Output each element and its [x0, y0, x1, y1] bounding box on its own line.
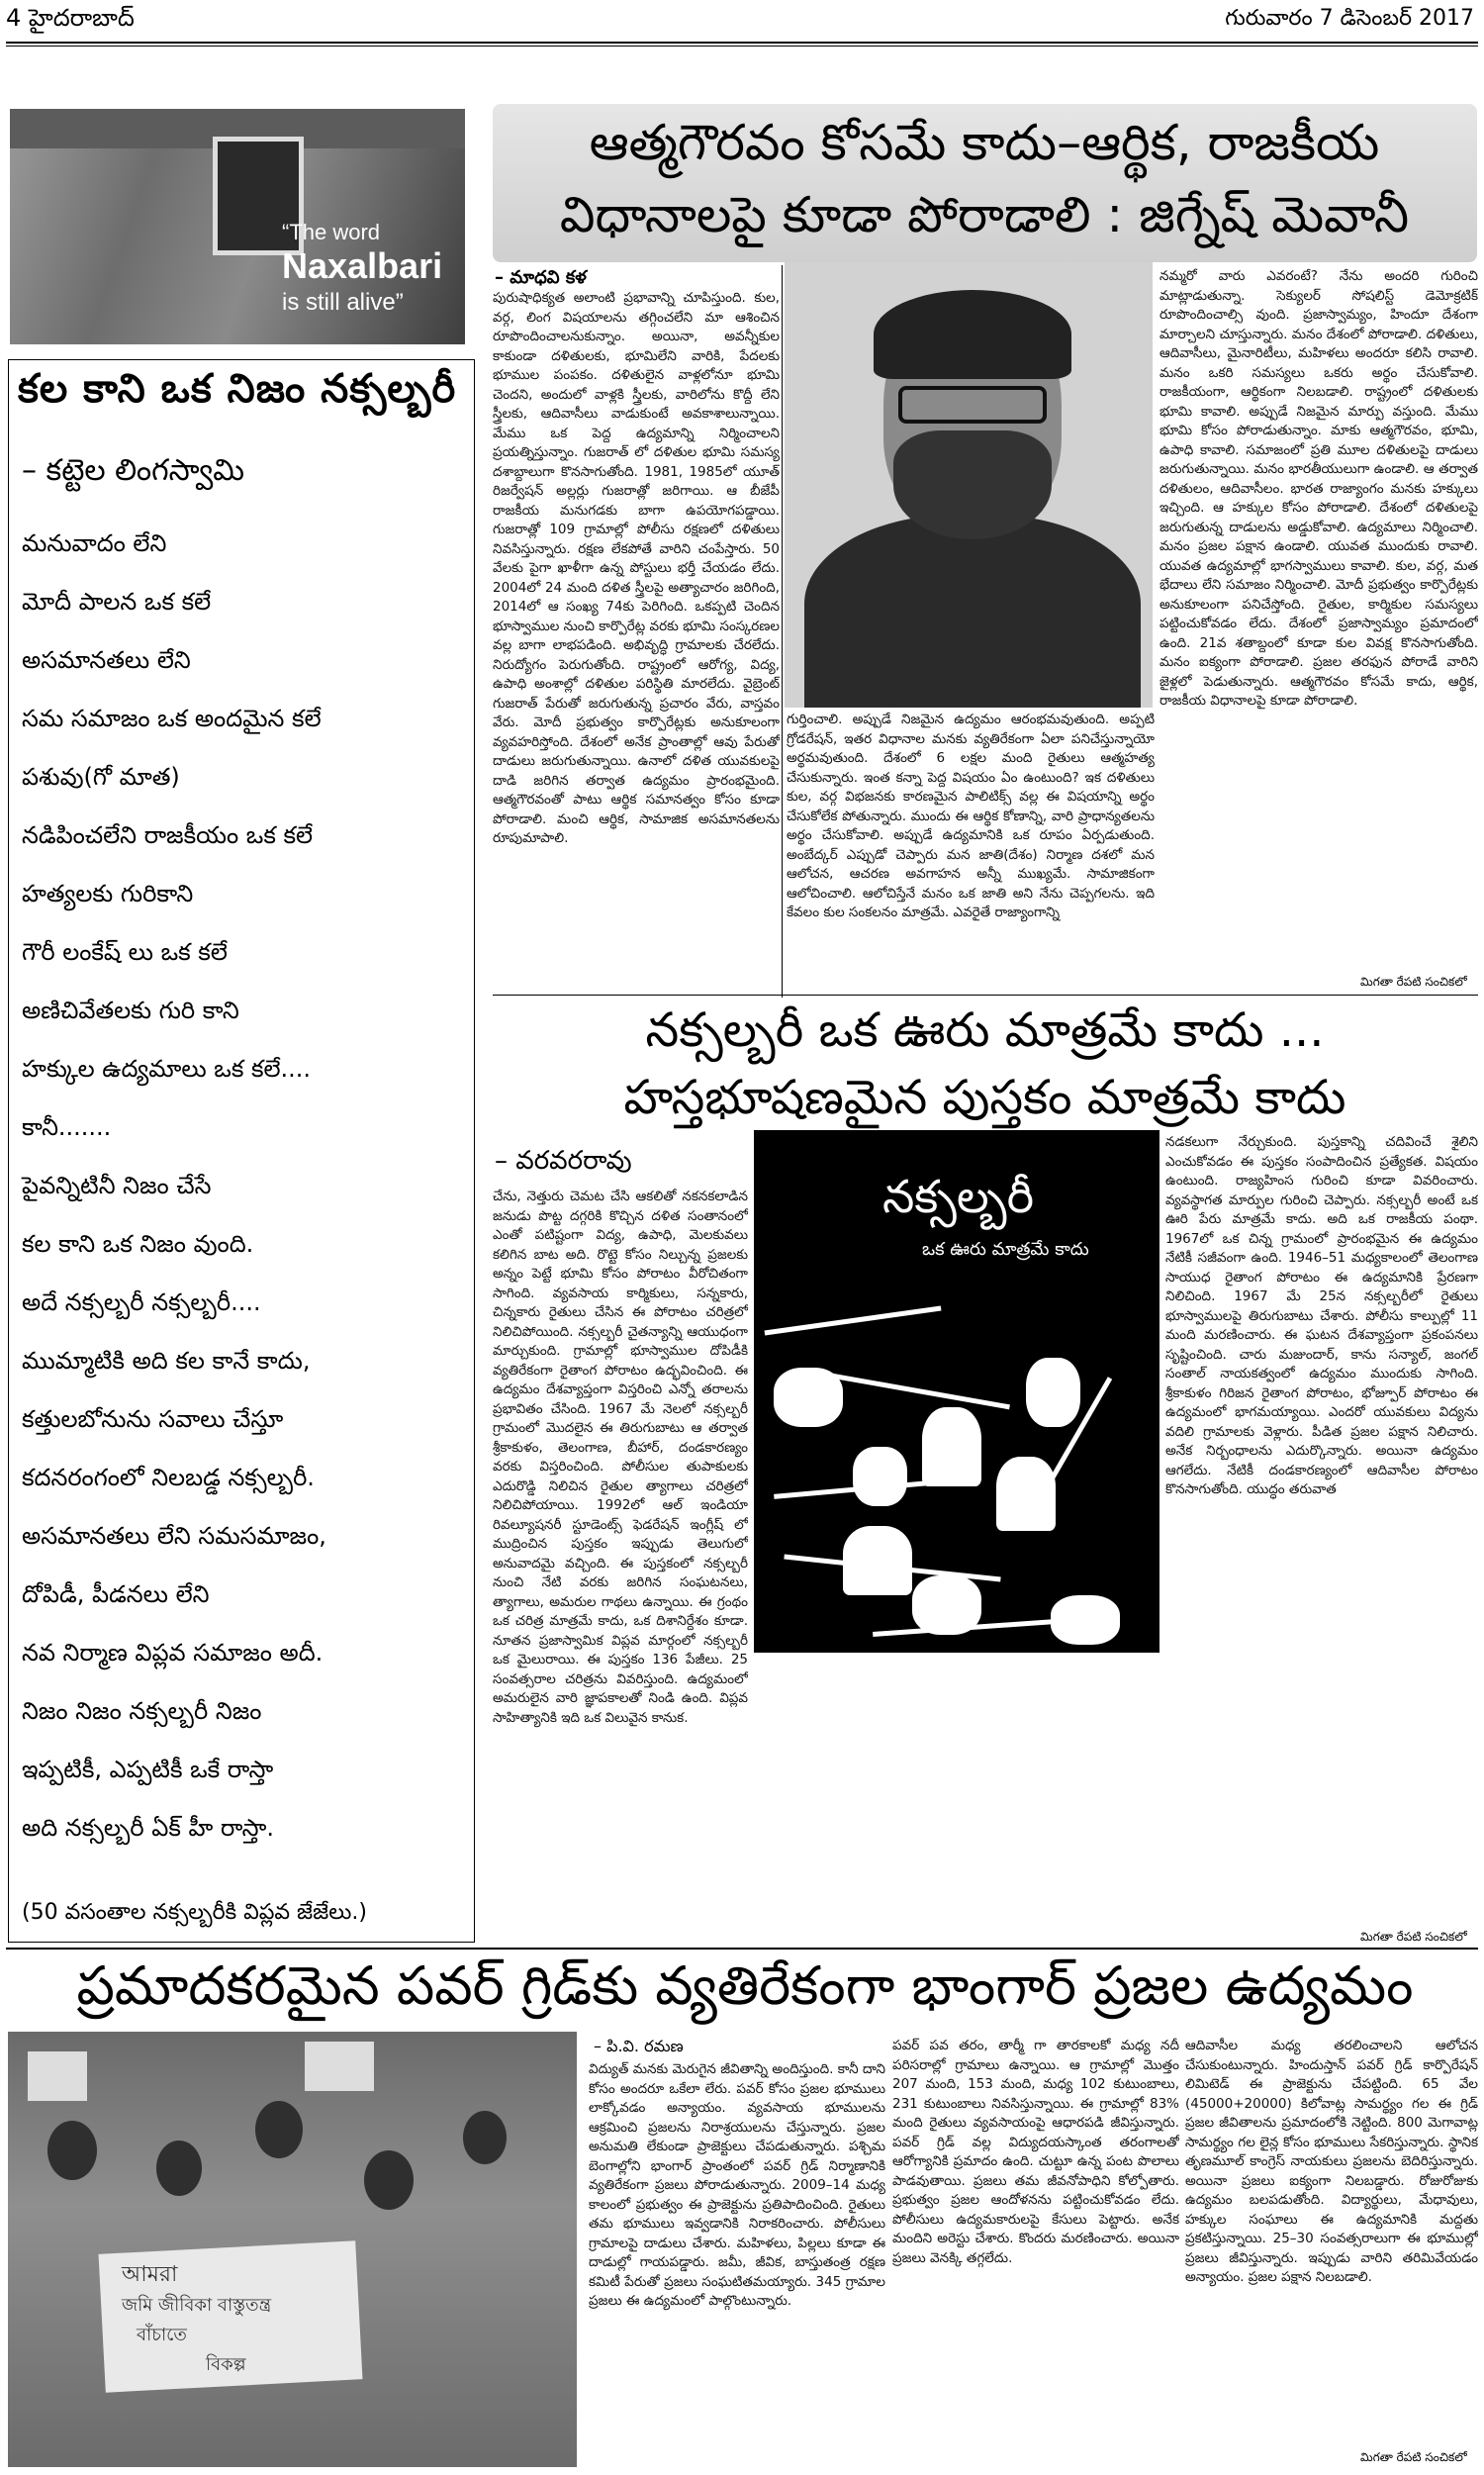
- article3-byline: – పి.వి. రమణ: [594, 2037, 684, 2055]
- book-figure: [922, 1407, 981, 1486]
- rally-protest-photo: [8, 2032, 577, 2467]
- book-subtitle: ఒక ఊరు మాత్రమే కాదు: [922, 1239, 1089, 1260]
- jignesh-mevani-photo: [785, 262, 1153, 708]
- poem-line: అదే నక్సల్బరీ నక్సల్బరీ....: [22, 1288, 261, 1316]
- poem-line: నిజం నిజం నక్సల్బరీ నిజం: [22, 1697, 262, 1725]
- article1-headline-line2: విధానాలపై కూడా పోరాడాలి : జిగ్నేష్ మెవానీ: [559, 186, 1410, 243]
- article2-column-1: చేను, నెత్తురు చెమట చేసి ఆకలితో నకనకలాడిన జనుడు పొట్ట దగ్గరికి కొచ్చిన దళిత సంతానంలో ఎంతో పటిష్టంగా విద్య, ఉపాధి, మెలకువలు కలిగిన బాట అది. రొట్టె కోసం నిల్చున్న ప్రజలకు అన్నం పెట్టే భూమి కోసం పోరాటం వీరోచితంగా సాగింది. వ్యవసాయ కార్మికులు, సన్నకారు, చిన్నకారు రైతులు చేసిన ఈ పోరాటం చరిత్రలో నిలిచిపోయింది. నక్సల్బరీ చైతన్యాన్ని ఆయుధంగా మార్చుకుంది. గ్రామాల్లో భూస్వాముల దోపిడీకి వ్యతిరేకంగా రైతాంగ పోరాటం ఉద్భవించింది. ఈ ఉద్యమం దేశవ్యాప్తంగా విస్తరించి ఎన్నో తరాలను ప్రభావితం చేసింది. 1967 మే నెలలో నక్సల్బరీ గ్రామంలో మొదలైన ఈ తిరుగుబాటు ఆ తర్వాత శ్రీకాకుళం, తెలంగాణ, బీహార్, దండకారణ్యం వరకు విస్తరించింది. పోలీసుల తుపాకులకు ఎదురొడ్డి నిలిచిన రైతుల త్యాగాలు చరిత్రలో నిలిచిపోయాయి. 1992లో ఆల్ ఇండియా రివల్యూషనరీ స్టూడెంట్స్ ఫెడరేషన్ ఇంగ్లీష్ లో ముద్రించిన పుస్తకం ఇప్పుడు తెలుగులో అనువాదమై వచ్చింది. ఈ పుస్తకంలో నక్సల్బరీ నుంచి నేటి వరకు జరిగిన సంఘటనలు, త్యాగాలు, అమరుల గాథలు ఉన్నాయి. ఈ గ్రంథం ఒక చరిత్ర మాత్రమే కాదు, ఒక దిశానిర్దేశం కూడా. నూతన ప్రజాస్వామిక విప్లవ మార్గంలో నక్సల్బరీ ఒక మైలురాయి. ఈ పుస్తకం 136 పేజీలు. 25 సంవత్సరాల చరిత్రను వివరిస్తుంది. ఉద్యమంలో అమరులైన వారి జ్ఞాపకాలతో నిండి ఉంది. విప్లవ సాహిత్యానికి ఇది ఒక విలువైన కానుక.: [493, 1189, 748, 1726]
- photo-shape: [47, 2121, 97, 2180]
- photo-shape: [156, 2141, 202, 2196]
- poem-line: కానీ.......: [22, 1113, 112, 1141]
- poem-note: (50 వసంతాల నక్సల్బరీకి విప్లవ జేజేలు.): [22, 1900, 367, 1925]
- article3-headline: ప్రమాదకరమైన పవర్ గ్రిడ్‌కు వ్యతిరేకంగా భాంగార్ ప్రజల ఉద్యమం: [76, 1954, 1414, 2017]
- section-divider: [493, 995, 1478, 996]
- article1-byline: – మాధవి కళ: [495, 267, 587, 288]
- poem-line: కత్తులబోనును సవాలు చేస్తూ: [22, 1405, 284, 1433]
- article3-column-3: ఆదివాసీల మధ్య తరలించాలని ఆలోచన చేసుకుంటున్నారు. హిందుస్తాన్ పవర్ గ్రిడ్ కార్పొరేషన్ లిమిటెడ్ ఈ ప్రాజెక్టును చేపట్టింది. 65 వేల (45000+20000) కిలోవాట్ల సామర్థ్యం గల ఈ గ్రిడ్ ప్రజల జీవితాలను ప్రమాదంలోకి నెట్టింది. 800 మెగావాట్ల సామర్థ్యం గల లైన్ల కోసం భూములు సేకరిస్తున్నారు. స్థానిక తృణమూల్ కాంగ్రెస్ నాయకులు ప్రజలను బెదిరిస్తున్నారు. అయినా ప్రజలు ఐక్యంగా నిలబడ్డారు. రోజురోజుకు ఉద్యమం బలపడుతోంది. విద్యార్థులు, మేధావులు, హక్కుల సంఘాలు ఈ ఉద్యమానికి మద్దతు ప్రకటిస్తున్నాయి. 25–30 సంవత్సరాలుగా ఈ భూముల్లో ప్రజలు జీవిస్తున్నారు. ఇప్పుడు వారిని తరిమివేయడం అన్యాయం. ప్రజల పక్షాన నిలబడాలి.: [1185, 2038, 1478, 2285]
- article1-column-1: పురుషాధిక్యత అలాంటి ప్రభావాన్ని చూపిస్తుంది. కుల, వర్గ, లింగ విషయాలను తగ్గించలేని మా ఆశించిన రూపొందించాలనుకున్నాం. అయినా, అవన్నీకుల కాకుండా దళితులకు, భూమిలేని వారికి, పేదలకు భూముల పంపకం. దళితులైన వాళ్లలోనూ భూమి చెందని, అందులో వాళ్లకి స్త్రీలకు, వారిలోను కొద్దీ లేని స్త్రీలకు, ఆదివాసీలు వాడుకుంటే అవకాశాలున్నాయి. మేము ఒక పెద్ద ఉద్యమాన్ని నిర్మించాలని ప్రయత్నిస్తున్నాం. గుజరాత్ లో దళితుల భూమి సమస్య దశాబ్దాలుగా కొనసాగుతోంది. 1981, 1985లో యూత్ రిజర్వేషన్ అల్లర్లు గుజరాత్లో జరిగాయి. ఆ బీజేపీ రాజకీయ మనుగడకు బాగా ఉపయోగపడ్డాయి. గుజరాత్లో 109 గ్రామాల్లో పోలీసు రక్షణలో దళితులు నివసిస్తున్నారు. రక్షణ లేకపోతే వారిని చంపేస్తారు. 50 వేలకు పైగా ఖాళీగా ఉన్న పోస్టులు భర్తీ చేయడం లేదు. 2004లో 24 మంది దళిత స్త్రీలపై అత్యాచారం జరిగింది, 2014లో ఆ సంఖ్య 74కు పెరిగింది. ఒకప్పటి చెందిన భూస్వాముల నుంచి కార్పొరేట్ల వరకు భూమి సంస్కరణల వల్ల బాగా లాభపడింది. అభివృద్ధి గ్రామాలకు చేరలేదు. నిరుద్యోగం పెరుగుతోంది. రాష్ట్రంలో ఆరోగ్య, విద్య, ఉపాధి అంశాల్లో దళితుల పరిస్థితి మారలేదు. వైబ్రెంట్ గుజరాత్ పేరుతో జరుగుతున్న ప్రచారం వేరు, వాస్తవం వేరు. మోదీ ప్రభుత్వం కార్పొరేట్లకు అనుకూలంగా వ్యవహరిస్తోంది. దేశంలో అనేక ప్రాంతాల్లో ఆవు పేరుతో దాడులు జరుగుతున్నాయి. ఉనాలో దళిత యువకులపై దాడి జరిగిన తర్వాత ఉద్యమం ప్రారంభమైంది. ఆత్మగౌరవంతో పాటు ఆర్థిక సమానత్వం కోసం కూడా పోరాడాలి. మంచి ఆర్థిక, సామాజిక అసమానతలను రూపుమాపాలి.: [493, 290, 780, 846]
- column-divider: [782, 265, 783, 998]
- book-figure: [853, 1447, 907, 1506]
- photo-shape: [898, 386, 1047, 424]
- article2-headline-line2: హస్తభూషణమైన పుస్తకం మాత్రమే కాదు: [623, 1070, 1346, 1125]
- poem-line: గౌరీ లంకేష్ లు ఒక కలే: [22, 938, 228, 966]
- banner-text: জমি জীবিকা বাস্তুতন্ত্র: [122, 2295, 272, 2316]
- poem-line: అసమానతలు లేని: [22, 646, 191, 674]
- poem-line: మోదీ పాలన ఒక కలే: [22, 588, 212, 616]
- poem-line: సమ సమాజం ఒక అందమైన కలే: [22, 705, 322, 732]
- poem-line: హక్కుల ఉద్యమాలు ఒక కలే....: [22, 1055, 312, 1083]
- article1-continued-note: మిగతా రేపటి సంచికలో: [1360, 975, 1467, 989]
- photo-shape: [305, 2042, 374, 2091]
- header-divider-2: [6, 46, 1478, 47]
- photo-shape: [874, 290, 1071, 379]
- poem-line: అసమానతలు లేని సమసమాజం,: [22, 1522, 326, 1550]
- poem-line: నడిపించలేని రాజకీయం ఒక కలే: [22, 821, 314, 849]
- banner-text: বিকল্প: [206, 2354, 246, 2375]
- poem-line: దోపిడీ, పీడనలు లేని: [22, 1580, 210, 1608]
- book-title: నక్సల్బరీ: [882, 1170, 1035, 1223]
- book-figure: [1026, 1358, 1080, 1427]
- header-divider: [6, 42, 1478, 44]
- poem-author: – కట్టెల లింగస్వామి: [22, 453, 245, 488]
- poem-line: పశువు(గో మాత): [22, 763, 180, 791]
- photo-caption-line2: Naxalbari: [282, 245, 443, 286]
- poem-line: హత్యలకు గురికాని: [22, 880, 194, 907]
- book-spear: [814, 1371, 1010, 1410]
- banner-text: বাঁচাতে: [137, 2325, 187, 2345]
- photo-shape: [364, 2150, 414, 2210]
- poem-line: కల కాని ఒక నిజం వుంది.: [22, 1230, 254, 1258]
- book-spear: [765, 1305, 942, 1335]
- photo-shape: [28, 2051, 87, 2101]
- poem-line: అది నక్సల్బరీ ఏక్ హీ రాస్తా.: [22, 1814, 275, 1842]
- karl-marx-poster-photo: [10, 109, 465, 344]
- article3-continued-note: మిగతా రేపటి సంచికలో: [1360, 2450, 1467, 2464]
- poem-line: ముమ్మాటికి అది కల కానే కాదు,: [22, 1347, 311, 1375]
- poem-line: మనువాదం లేని: [22, 529, 167, 557]
- book-cover: [754, 1130, 1159, 1653]
- issue-date: గురువారం 7 డిసెంబర్ 2017: [1225, 6, 1474, 31]
- poem-line: అణిచివేతలకు గురి కాని: [22, 997, 239, 1024]
- article1-column-3: నమ్మరో వారు ఎవరంటే? నేను అందరి గురించి మాట్లాడుతున్నా. సెక్యులర్ సోషలిస్ట్ డెమోక్రటిక్ రూపొందించాల్సి వుంది. ప్రజాస్వామ్యం, హిందూ దేశంగా మార్చాలని చూస్తున్నారు. మనం దేశంలో పోరాడాలి. దళితులు, ఆదివాసీలు, మైనారిటీలు, మహిళలు అందరూ కలిసి రావాలి. మనం ఒకరి సమస్యలు ఒకరు అర్థం చేసుకోవాలి. రాజకీయంగా, ఆర్థికంగా నిలబడాలి. రాష్ట్రంలో దళితులకు భూమి కావాలి. అప్పుడే నిజమైన మార్పు వస్తుంది. మేము భూమి కోసం పోరాడుతున్నాం. మాకు ఆత్మగౌరవం, భూమి, ఉపాధి కావాలి. సమాజంలో ప్రతి మూల దళితులపై దాడులు జరుగుతున్నాయి. మనం భారతీయులుగా ఉండాలి. ఆ తర్వాత దళితులం, ఆదివాసీలం. భారత రాజ్యాంగం మనకు హక్కులు ఇచ్చింది. ఆ హక్కుల కోసం పోరాడాలి. దేశంలో దళితులపై జరుగుతున్న దాడులను అడ్డుకోవాలి. ఉద్యమాలు నిర్మించాలి. మనం ప్రజల పక్షాన ఉండాలి. యువత ముందుకు రావాలి. యువత ఉద్యమాల్లో భాగస్వాములు కావాలి. కుల, వర్గ, మత భేదాలు లేని సమాజం నిర్మించాలి. మోదీ ప్రభుత్వం కార్పొరేట్లకు అనుకూలంగా పనిచేస్తోంది. రైతుల, కార్మికుల సమస్యలు పట్టించుకోవడం లేదు. దేశంలో ప్రజాస్వామ్యం ప్రమాదంలో ఉంది. 21వ శతాబ్దంలో కూడా కుల వివక్ష కొనసాగుతోంది. మనం ఐక్యంగా పోరాడాలి. ప్రజల తరఫున పోరాడే వారిని జైళ్లలో పెడుతున్నారు. ఆత్మగౌరవం కోసమే కాదు, ఆర్థిక, రాజకీయ విధానాలపై కూడా పోరాడాలి.: [1159, 268, 1478, 709]
- photo-caption-line1: “The word: [282, 220, 381, 244]
- photo-shape: [463, 2111, 507, 2164]
- article3-column-2: పవర్ పవ తరం, తార్మీ గా తారకాలకో మధ్య నదీ పరిసరాల్లో గ్రామాలు ఉన్నాయి. ఆ గ్రామాల్లో మొత్తం 207 మంది, 153 మంది, మధ్య 102 కుటుంబాలు, 231 కుటుంబాలు నివసిస్తున్నాయి. ఈ గ్రామాల్లో 83% మంది రైతులు వ్యవసాయంపై ఆధారపడి జీవిస్తున్నారు. పవర్ గ్రిడ్ వల్ల విద్యుదయస్కాంత తరంగాలతో ఆరోగ్యానికి ప్రమాదం ఉంది. చుట్టూ ఉన్న పంట పొలాలు పాడవుతాయి. ప్రజలు తమ జీవనోపాధిని కోల్పోతారు. ప్రభుత్వం ప్రజల ఆందోళనను పట్టించుకోవడం లేదు. పోలీసులు ఉద్యమకారులపై కేసులు పెట్టారు. అనేక మందిని అరెస్టు చేశారు. కొందరు మరణించారు. అయినా ప్రజలు వెనక్కి తగ్గలేదు.: [892, 2038, 1179, 2266]
- poem-line: కదనరంగంలో నిలబడ్డ నక్సల్బరీ.: [22, 1464, 315, 1491]
- photo-shape: [255, 2101, 303, 2158]
- article3-column-1: విద్యుత్ మనకు మెరుగైన జీవితాన్ని అందిస్తుంది. కానీ దాని కోసం అందరూ ఒకేలా లేరు. పవర్ కోసం ప్రజల భూములు లాక్కోవడం అన్యాయం. వ్యవసాయ భూములను ఆక్రమించి ప్రజలను నిరాశ్రయులను చేస్తున్నారు. ప్రజల అనుమతి లేకుండా ప్రాజెక్టులు చేపడుతున్నారు. పశ్చిమ బెంగాల్లోని భాంగార్ ప్రాంతంలో పవర్ గ్రిడ్ నిర్మాణానికి వ్యతిరేకంగా ప్రజలు పోరాడుతున్నారు. 2009–14 మధ్య కాలంలో ప్రభుత్వం ఈ ప్రాజెక్టును ప్రతిపాదించింది. రైతులు తమ భూములు ఇవ్వడానికి నిరాకరించారు. పోలీసులు గ్రామాలపై దాడులు చేశారు. మహిళలు, పిల్లలు కూడా ఈ దాడుల్లో గాయపడ్డారు. జమీ, జీవిక, బాస్తుతంత్ర రక్షణ కమిటీ పేరుతో ప్రజలు సంఘటితమయ్యారు. 345 గ్రామాల ప్రజలు ఈ ఉద్యమంలో పాల్గొంటున్నారు.: [589, 2061, 885, 2309]
- page-section-label: 4 హైదరాబాద్: [6, 4, 135, 32]
- section-divider: [6, 1948, 1478, 1950]
- banner-text: আমরা: [122, 2262, 178, 2287]
- photo-shape: [893, 430, 1052, 539]
- article2-headline: [493, 997, 1477, 1131]
- article1-headline-line1: ఆత్మగౌరవం కోసమే కాదు–ఆర్థిక, రాజకీయ: [589, 114, 1380, 171]
- article2-headline-line1: నక్సల్బరీ ఒక ఊరు మాత్రమే కాదు ...: [645, 1002, 1325, 1058]
- article1-column-2: గుర్తించాలి. అప్పుడే నిజమైన ఉద్యమం ఆరంభమవుతుంది. అప్పటి గ్రోడరేషన్, ఇతర విధానాల మనకు వ్యతిరేకంగా ఏలా పనిచేస్తున్నాయో అర్థమవుతుంది. దేశంలో 6 లక్షల మంది రైతులు ఆత్మహత్య చేసుకున్నారు. ఇంత కన్నా పెద్ద విషయం ఏం ఉంటుంది? ఇక దళితులు కుల, వర్గ విభజనకు కారణమైన పాలిటిక్స్ వల్ల ఈ విషయాన్ని అర్థం చేసుకోలేక పోతున్నారు. ముందు ఈ ఆర్థిక కోణాన్ని, వారి ప్రాధాన్యతలను అర్థం చేసుకోవాలి. అప్పుడే ఉద్యమానికి ఒక రూపం ఏర్పడుతుంది. అంబేద్కర్ ఎప్పుడో చెప్పారు మన జాతి(దేశం) నిర్మాణ దశలో మన ఆలోచన, ఆచరణ అవగాహన అన్నీ ముఖ్యమే. సామాజికంగా ఆలోచించాలి. ఆలోచిస్తేనే మనం ఒక జాతి అని నేను చెప్పగలను. ఇది కేవలం కుల సంకలనం మాత్రమే. ఎవరైతే రాజ్యాంగాన్ని: [787, 712, 1155, 920]
- poem-title: కల కాని ఒక నిజం నక్సల్బరీ: [18, 366, 457, 412]
- article2-continued-note: మిగతా రేపటి సంచికలో: [1360, 1930, 1467, 1944]
- photo-caption-line3: is still alive”: [282, 289, 404, 316]
- poem-line: పైవన్నిటినీ నిజం చేసే: [22, 1172, 212, 1199]
- poem-line: నవ నిర్మాణ విప్లవ సమాజం అదీ.: [22, 1639, 324, 1666]
- article2-byline: – వరవరరావు: [495, 1146, 632, 1176]
- article2-column-2: నడకలుగా నేర్చుకుంది. పుస్తకాన్ని చదివించే శైలిని ఎంచుకోవడం ఈ పుస్తకం సంపాదించిన ప్రత్యేకత. విషయం ఉంటుంది. రాజ్యహింస గురించి కూడా వివరించారు. వ్యవస్థాగత మార్పుల గురించి చెప్పారు. నక్సల్బరీ అంటే ఒక ఊరి పేరు మాత్రమే కాదు. అది ఒక రాజకీయ పంథా. 1967లో ఒక చిన్న గ్రామంలో ప్రారంభమైన ఈ ఉద్యమం నేటికీ సజీవంగా ఉంది. 1946–51 మధ్యకాలంలో తెలంగాణ సాయుధ రైతాంగ పోరాటం ఈ ఉద్యమానికి ప్రేరణగా నిలిచింది. 1967 మే 25న నక్సల్బరీలో రైతులు భూస్వాములపై తిరుగుబాటు చేశారు. పోలీసు కాల్పుల్లో 11 మంది మరణించారు. ఈ ఘటన దేశవ్యాప్తంగా ప్రకంపనలు సృష్టించింది. చారు మజుందార్, కాను సన్యాల్, జంగల్ సంతాల్ నాయకత్వంలో ఉద్యమం ముందుకు సాగింది. శ్రీకాకుళం గిరిజన రైతాంగ పోరాటం, భోజ్పూర్ పోరాటం ఈ ఉద్యమంలో భాగమయ్యాయి. ఎందరో యువకులు విద్యను వదిలి గ్రామాలకు వెళ్లారు. పీడిత ప్రజల పక్షాన నిలిచారు. అనేక నిర్బంధాలను ఎదుర్కొన్నారు. అయినా ఉద్యమం ఆగలేదు. నేటికీ దండకారణ్యంలో ఆదివాసీల పోరాటం కొనసాగుతోంది. యుద్ధం తరువాత: [1165, 1134, 1478, 1497]
- photo-shape: [804, 515, 1141, 708]
- book-figure: [996, 1457, 1056, 1531]
- poem-line: ఇప్పటికీ, ఎప్పటికీ ఒకే రాస్తా: [22, 1756, 274, 1783]
